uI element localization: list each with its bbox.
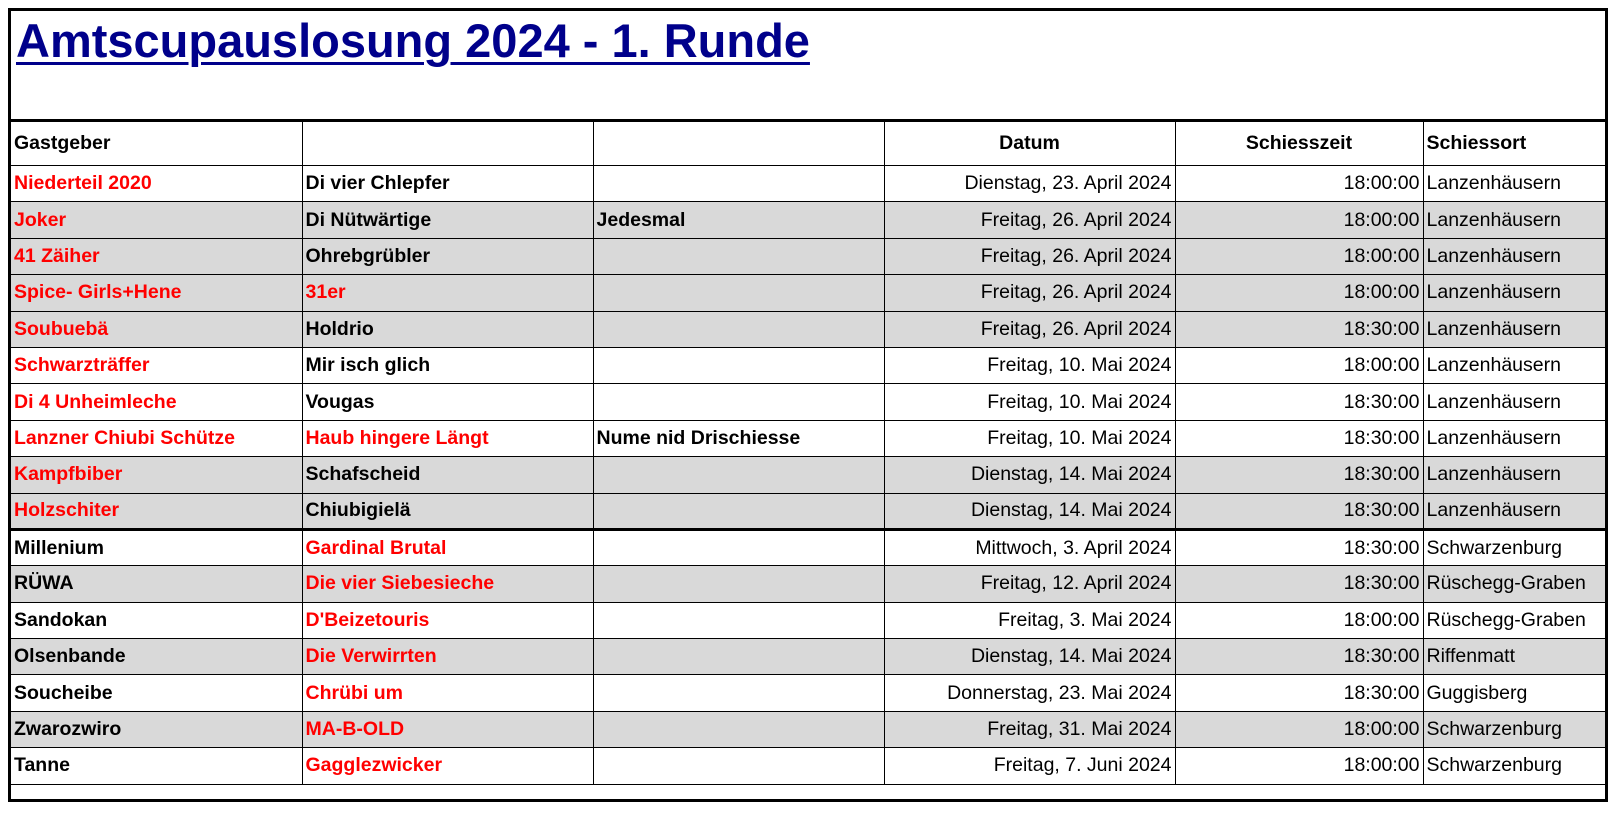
- header-date: Datum: [884, 121, 1175, 166]
- cell-host: Millenium: [11, 529, 302, 565]
- cell-third: [593, 457, 884, 493]
- cell-time: 18:30:00: [1175, 457, 1423, 493]
- cell-place: Lanzenhäusern: [1423, 493, 1605, 529]
- cell-date: Freitag, 26. April 2024: [884, 238, 1175, 274]
- table-row: [11, 675, 1605, 711]
- table-row: [11, 639, 1605, 675]
- table-row: [11, 457, 1605, 493]
- cell-guest: Gardinal Brutal: [302, 529, 593, 565]
- cell-guest: Chiubigielä: [302, 493, 593, 529]
- cell-guest: D'Beizetouris: [302, 602, 593, 638]
- cell-time: 18:30:00: [1175, 675, 1423, 711]
- cell-date: Freitag, 26. April 2024: [884, 275, 1175, 311]
- cell-place: Lanzenhäusern: [1423, 384, 1605, 420]
- cell-third: Nume nid Drischiesse: [593, 420, 884, 456]
- table-row: [11, 347, 1605, 383]
- cell-date: Freitag, 31. Mai 2024: [884, 711, 1175, 747]
- cell-place: Schwarzenburg: [1423, 711, 1605, 747]
- cell-time: 18:00:00: [1175, 347, 1423, 383]
- cell-third: [593, 275, 884, 311]
- cell-guest: Holdrio: [302, 311, 593, 347]
- cell-guest: Chrübi um: [302, 675, 593, 711]
- table-row: [11, 602, 1605, 638]
- cell-third: [593, 238, 884, 274]
- table-row: [11, 275, 1605, 311]
- cell-host: Lanzner Chiubi Schütze: [11, 420, 302, 456]
- cell-place: Guggisberg: [1423, 675, 1605, 711]
- header-third: [593, 121, 884, 166]
- cell-host: Schwarzträffer: [11, 347, 302, 383]
- draw-table: [11, 119, 1605, 785]
- cell-host: Sandokan: [11, 602, 302, 638]
- cell-guest: Die vier Siebesieche: [302, 566, 593, 602]
- cell-host: Tanne: [11, 748, 302, 784]
- cell-date: Mittwoch, 3. April 2024: [884, 529, 1175, 565]
- cell-time: 18:00:00: [1175, 748, 1423, 784]
- cell-date: Donnerstag, 23. Mai 2024: [884, 675, 1175, 711]
- table-row: [11, 748, 1605, 784]
- cell-time: 18:00:00: [1175, 711, 1423, 747]
- cell-guest: Gagglezwicker: [302, 748, 593, 784]
- cell-third: [593, 711, 884, 747]
- cell-time: 18:30:00: [1175, 529, 1423, 565]
- cell-third: [593, 311, 884, 347]
- cell-guest: MA-B-OLD: [302, 711, 593, 747]
- cell-host: 41 Zäiher: [11, 238, 302, 274]
- cell-date: Freitag, 10. Mai 2024: [884, 347, 1175, 383]
- cell-host: RÜWA: [11, 566, 302, 602]
- table-row: [11, 529, 1605, 565]
- cell-time: 18:00:00: [1175, 602, 1423, 638]
- cell-guest: Haub hingere Längt: [302, 420, 593, 456]
- table-body: [11, 166, 1605, 785]
- cell-host: Kampfbiber: [11, 457, 302, 493]
- table-row: [11, 566, 1605, 602]
- table-row: [11, 238, 1605, 274]
- cell-date: Freitag, 7. Juni 2024: [884, 748, 1175, 784]
- cell-third: [593, 566, 884, 602]
- cell-guest: 31er: [302, 275, 593, 311]
- cell-host: Spice- Girls+Hene: [11, 275, 302, 311]
- cell-place: Rüschegg-Graben: [1423, 566, 1605, 602]
- cell-guest: Die Verwirrten: [302, 639, 593, 675]
- cell-place: Lanzenhäusern: [1423, 166, 1605, 202]
- cell-third: [593, 493, 884, 529]
- cell-third: [593, 166, 884, 202]
- table-row: [11, 166, 1605, 202]
- cell-place: Lanzenhäusern: [1423, 457, 1605, 493]
- cell-time: 18:00:00: [1175, 275, 1423, 311]
- cell-host: Niederteil 2020: [11, 166, 302, 202]
- cell-third: [593, 384, 884, 420]
- cell-host: Soubuebä: [11, 311, 302, 347]
- cell-time: 18:30:00: [1175, 493, 1423, 529]
- cell-time: 18:00:00: [1175, 238, 1423, 274]
- table-row: [11, 493, 1605, 529]
- table-row: [11, 420, 1605, 456]
- table-row: [11, 384, 1605, 420]
- table-row: [11, 202, 1605, 238]
- cell-time: 18:30:00: [1175, 311, 1423, 347]
- cell-date: Dienstag, 14. Mai 2024: [884, 457, 1175, 493]
- cell-third: [593, 639, 884, 675]
- cell-place: Lanzenhäusern: [1423, 238, 1605, 274]
- cell-place: Schwarzenburg: [1423, 529, 1605, 565]
- cell-third: [593, 347, 884, 383]
- cell-place: Lanzenhäusern: [1423, 311, 1605, 347]
- cell-place: Lanzenhäusern: [1423, 202, 1605, 238]
- header-place: Schiessort: [1423, 121, 1605, 166]
- cell-host: Holzschiter: [11, 493, 302, 529]
- cell-host: Joker: [11, 202, 302, 238]
- cell-place: Schwarzenburg: [1423, 748, 1605, 784]
- cell-place: Lanzenhäusern: [1423, 420, 1605, 456]
- cell-third: [593, 748, 884, 784]
- cell-third: Jedesmal: [593, 202, 884, 238]
- cell-guest: Mir isch glich: [302, 347, 593, 383]
- cell-time: 18:30:00: [1175, 420, 1423, 456]
- cell-place: Riffenmatt: [1423, 639, 1605, 675]
- cell-place: Lanzenhäusern: [1423, 275, 1605, 311]
- cell-third: [593, 602, 884, 638]
- cell-place: Rüschegg-Graben: [1423, 602, 1605, 638]
- cell-third: [593, 675, 884, 711]
- cell-third: [593, 529, 884, 565]
- cell-guest: Ohrebgrübler: [302, 238, 593, 274]
- cell-date: Freitag, 26. April 2024: [884, 202, 1175, 238]
- header-host: Gastgeber: [11, 121, 302, 166]
- cell-host: Soucheibe: [11, 675, 302, 711]
- spreadsheet-sheet: [8, 8, 1608, 802]
- cell-date: Freitag, 26. April 2024: [884, 311, 1175, 347]
- cell-host: Zwarozwiro: [11, 711, 302, 747]
- cell-guest: Schafscheid: [302, 457, 593, 493]
- cell-guest: Di vier Chlepfer: [302, 166, 593, 202]
- cell-host: Olsenbande: [11, 639, 302, 675]
- cell-place: Lanzenhäusern: [1423, 347, 1605, 383]
- table-row: [11, 711, 1605, 747]
- header-guest: [302, 121, 593, 166]
- cell-host: Di 4 Unheimleche: [11, 384, 302, 420]
- header-time: Schiesszeit: [1175, 121, 1423, 166]
- cell-date: Freitag, 10. Mai 2024: [884, 384, 1175, 420]
- cell-date: Freitag, 12. April 2024: [884, 566, 1175, 602]
- header-row: [11, 121, 1605, 166]
- cell-date: Dienstag, 23. April 2024: [884, 166, 1175, 202]
- cell-time: 18:00:00: [1175, 202, 1423, 238]
- cell-guest: Di Nütwärtige: [302, 202, 593, 238]
- cell-date: Freitag, 10. Mai 2024: [884, 420, 1175, 456]
- cell-time: 18:30:00: [1175, 639, 1423, 675]
- cell-date: Dienstag, 14. Mai 2024: [884, 639, 1175, 675]
- cell-date: Freitag, 3. Mai 2024: [884, 602, 1175, 638]
- cell-guest: Vougas: [302, 384, 593, 420]
- cell-date: Dienstag, 14. Mai 2024: [884, 493, 1175, 529]
- cell-time: 18:30:00: [1175, 384, 1423, 420]
- table-row: [11, 311, 1605, 347]
- page-title: Amtscupauslosung 2024 - 1. Runde: [16, 14, 810, 67]
- cell-time: 18:30:00: [1175, 566, 1423, 602]
- cell-time: 18:00:00: [1175, 166, 1423, 202]
